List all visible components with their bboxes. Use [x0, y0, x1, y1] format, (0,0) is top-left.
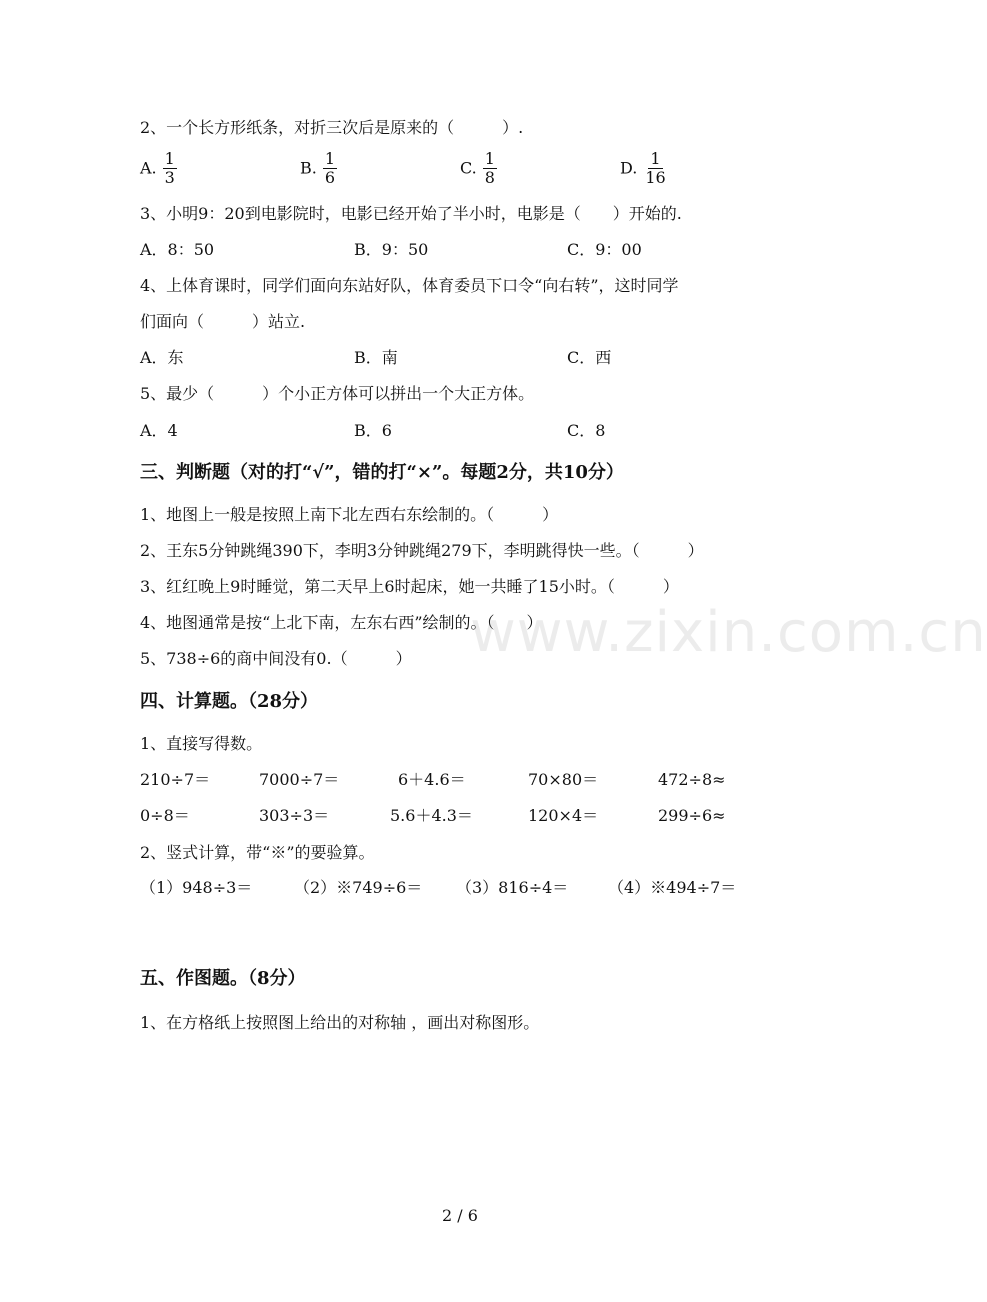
vertical-calc-item: （4）※494÷7＝ [608, 878, 737, 897]
calc-item: 5.6＋4.3＝ [390, 806, 473, 825]
fraction-denominator: 3 [164, 168, 175, 187]
fraction-numerator: 1 [484, 149, 495, 168]
judgment-item-1: 1、地图上一般是按照上南下北左西右东绘制的。（ ） [140, 505, 559, 524]
calc-item: 472÷8≈ [658, 770, 726, 789]
fraction-numerator: 1 [164, 149, 175, 168]
section-5-title: 五、作图题。（8分） [140, 968, 306, 989]
q5-option-c: C．8 [567, 421, 606, 440]
fraction-numerator: 1 [650, 149, 661, 168]
watermark: www.zixin.com.cn [470, 600, 987, 665]
q3-option-c: C．9：00 [567, 240, 642, 259]
section-4-sub-1: 1、直接写得数。 [140, 734, 263, 753]
section-4-sub-2: 2、竖式计算，带“※”的要验算。 [140, 843, 375, 862]
q4-option-c: C．西 [567, 348, 612, 367]
question-4-line-1: 4、上体育课时，同学们面向东站好队，体育委员下口令“向右转”，这时同学 [140, 276, 679, 295]
calc-item: 7000÷7＝ [259, 770, 340, 789]
section-5-sub-1: 1、在方格纸上按照图上给出的对称轴 ，画出对称图形。 [140, 1013, 540, 1032]
page-number: 2 / 6 [442, 1206, 478, 1225]
calc-item: 70×80＝ [528, 770, 599, 789]
q2-option-b [300, 150, 337, 187]
calc-item: 0÷8＝ [140, 806, 190, 825]
option-letter: B. [300, 158, 317, 178]
judgment-item-5: 5、738÷6的商中间没有0.（ ） [140, 649, 412, 668]
q4-option-a: A．东 [140, 348, 184, 367]
option-letter: A. [140, 158, 157, 178]
section-3-title: 三、判断题（对的打“√”，错的打“×”。每题2分，共10分） [140, 462, 624, 483]
fraction-denominator: 16 [645, 168, 666, 187]
q2-option-c [460, 150, 497, 187]
judgment-item-2: 2、王东5分钟跳绳390下，李明3分钟跳绳279下，李明跳得快一些。（ ） [140, 541, 704, 560]
option-letter: C. [460, 158, 477, 178]
q5-option-b: B．6 [354, 421, 392, 440]
fraction-denominator: 8 [484, 168, 495, 187]
vertical-calc-item: （2）※749÷6＝ [294, 878, 423, 897]
q2-option-a [140, 150, 177, 187]
judgment-item-4: 4、地图通常是按“上北下南，左东右西”绘制的。（ ） [140, 613, 543, 632]
calc-item: 6＋4.6＝ [398, 770, 466, 789]
fraction [643, 150, 667, 187]
judgment-item-3: 3、红红晚上9时睡觉，第二天早上6时起床，她一共睡了15小时。（ ） [140, 577, 679, 596]
question-2-text: 2、一个长方形纸条，对折三次后是原来的（ ）. [140, 118, 524, 137]
section-4-title: 四、计算题。（28分） [140, 691, 319, 712]
vertical-calc-item: （1）948÷3＝ [140, 878, 253, 897]
fraction-numerator: 1 [324, 149, 336, 168]
question-4-line-2: 们面向（ ）站立. [140, 312, 306, 331]
fraction [483, 150, 497, 187]
q2-option-d [620, 150, 668, 187]
fraction [163, 150, 177, 187]
fraction-denominator: 6 [324, 168, 336, 187]
q3-option-a: A．8：50 [140, 240, 215, 259]
option-letter: D. [620, 158, 638, 178]
question-3-text: 3、小明9：20到电影院时，电影已经开始了半小时，电影是（ ）开始的. [140, 204, 682, 223]
question-5-text: 5、最少（ ）个小正方体可以拼出一个大正方体。 [140, 384, 535, 403]
calc-item: 210÷7＝ [140, 770, 211, 789]
calc-item: 303÷3＝ [259, 806, 330, 825]
fraction [323, 150, 337, 187]
q5-option-a: A．4 [140, 421, 178, 440]
q3-option-b: B．9：50 [354, 240, 429, 259]
calc-item: 299÷6≈ [658, 806, 726, 825]
q4-option-b: B．南 [354, 348, 398, 367]
calc-item: 120×4＝ [528, 806, 599, 825]
vertical-calc-item: （3）816÷4＝ [456, 878, 569, 897]
